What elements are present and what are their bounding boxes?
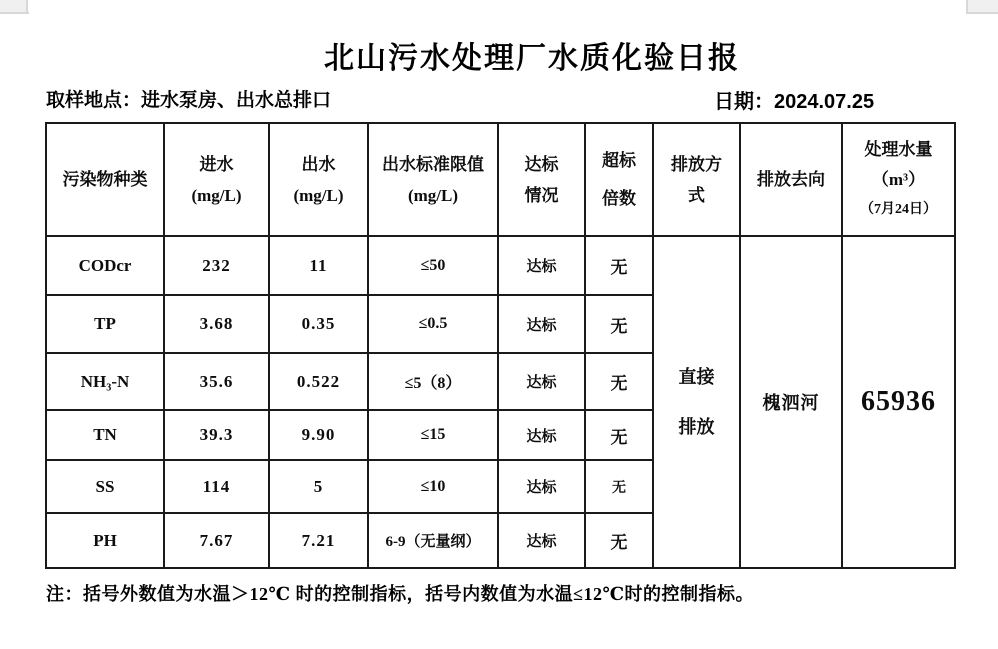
- page-corner-mark-left-h: [0, 12, 29, 14]
- table-header-row: [46, 123, 955, 236]
- col-header-limit-line1: 出水标准限值: [382, 154, 484, 174]
- page-title: 北山污水处理厂水质化验日报: [324, 42, 740, 75]
- cell-exceed: 无: [585, 295, 653, 353]
- cell-pollutant: SS: [46, 460, 164, 513]
- cell-pollutant: TP: [46, 295, 164, 353]
- table-row: [46, 236, 955, 295]
- col-header-treated-volume: [842, 123, 955, 236]
- report-date: 日期：2024.07.25: [714, 91, 875, 113]
- cell-effluent: 0.35: [269, 295, 368, 353]
- cell-exceed: 无: [585, 353, 653, 410]
- cell-effluent: 11: [269, 236, 368, 295]
- col-header-effluent-line2: (mg/L): [293, 185, 344, 205]
- col-header-exceed: [585, 123, 653, 236]
- cell-limit: 6-9（无量纲）: [368, 513, 498, 568]
- col-header-limit: [368, 123, 498, 236]
- page-corner-fill-left: [0, 0, 26, 12]
- cell-influent: 39.3: [164, 410, 269, 460]
- col-header-discharge-mode: [653, 123, 740, 236]
- cell-exceed: 无: [585, 513, 653, 568]
- cell-pollutant: CODcr: [46, 236, 164, 295]
- cell-influent: 3.68: [164, 295, 269, 353]
- cell-treated-volume: 65936: [842, 236, 955, 568]
- cell-effluent: 7.21: [269, 513, 368, 568]
- discharge-mode-line1: 直接: [678, 367, 715, 387]
- col-header-exceed-line2: 倍数: [602, 188, 636, 208]
- cell-pollutant: TN: [46, 410, 164, 460]
- cell-compliance: 达标: [498, 460, 585, 513]
- col-header-volume-line2: （m³）: [871, 170, 926, 189]
- cell-influent: 35.6: [164, 353, 269, 410]
- col-header-discharge-destination: [740, 123, 842, 236]
- cell-limit: ≤15: [368, 410, 498, 460]
- page-corner-fill-right: [968, 0, 998, 12]
- col-header-mode-line1: 排放方: [671, 154, 722, 174]
- water-quality-table: [45, 122, 956, 569]
- cell-limit: ≤50: [368, 236, 498, 295]
- cell-compliance: 达标: [498, 236, 585, 295]
- cell-influent: 7.67: [164, 513, 269, 568]
- discharge-mode-line2: 排放: [678, 417, 715, 437]
- col-header-volume-line1: 处理水量: [864, 140, 933, 159]
- col-header-influent-line1: 进水: [199, 154, 234, 174]
- col-header-limit-line2: (mg/L): [407, 185, 459, 205]
- cell-compliance: 达标: [498, 410, 585, 460]
- col-header-pollutant-label: 污染物种类: [62, 170, 148, 189]
- col-header-exceed-line1: 超标: [602, 150, 636, 170]
- page-corner-mark-right-h: [967, 12, 998, 14]
- cell-exceed: 无: [585, 460, 653, 513]
- col-header-influent: [164, 123, 269, 236]
- cell-effluent: 0.522: [269, 353, 368, 410]
- footnote: 注：括号外数值为水温＞12℃ 时的控制指标，括号内数值为水温≤12℃时的控制指标。: [46, 584, 755, 604]
- cell-compliance: 达标: [498, 513, 585, 568]
- cell-limit: ≤5（8）: [368, 353, 498, 410]
- col-header-compliance-line1: 达标: [524, 154, 559, 174]
- cell-exceed: 无: [585, 236, 653, 295]
- cell-effluent: 9.90: [269, 410, 368, 460]
- sampling-location: 取样地点：进水泵房、出水总排口: [46, 90, 332, 111]
- col-header-influent-line2: (mg/L): [191, 185, 242, 205]
- cell-discharge-destination: 槐泗河: [740, 236, 842, 568]
- cell-compliance: 达标: [498, 353, 585, 410]
- col-header-volume-line3: （7月24日）: [860, 202, 937, 217]
- col-header-mode-line2: 式: [688, 185, 705, 205]
- cell-pollutant: NH₃-N: [46, 353, 164, 410]
- col-header-effluent-line1: 出水: [301, 154, 336, 174]
- col-header-compliance-line2: 情况: [524, 185, 559, 205]
- col-header-effluent: [269, 123, 368, 236]
- cell-influent: 232: [164, 236, 269, 295]
- col-header-compliance: [498, 123, 585, 236]
- cell-effluent: 5: [269, 460, 368, 513]
- cell-discharge-mode: [653, 236, 740, 568]
- col-header-pollutant: [46, 123, 164, 236]
- cell-influent: 114: [164, 460, 269, 513]
- cell-limit: ≤10: [368, 460, 498, 513]
- cell-exceed: 无: [585, 410, 653, 460]
- cell-compliance: 达标: [498, 295, 585, 353]
- cell-pollutant: PH: [46, 513, 164, 568]
- col-header-destination-label: 排放去向: [757, 170, 825, 189]
- cell-limit: ≤0.5: [368, 295, 498, 353]
